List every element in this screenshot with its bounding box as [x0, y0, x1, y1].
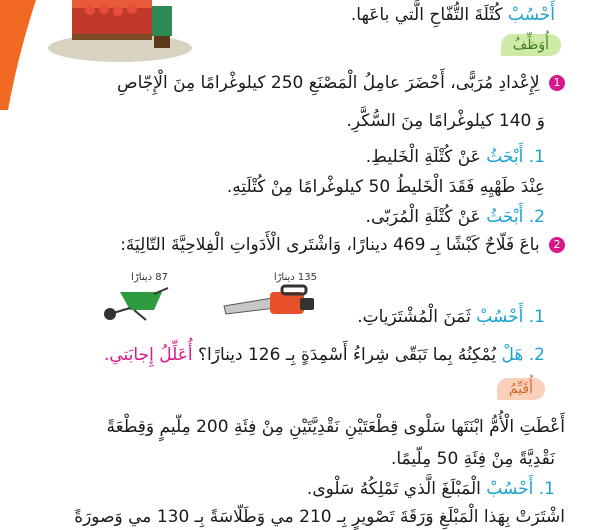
- section-label-apply: أُوَظِّفُ: [501, 34, 561, 56]
- exercise1-number-badge: 1: [549, 75, 565, 91]
- chainsaw-icon: [220, 284, 320, 320]
- exercise2-number-badge: 2: [549, 237, 565, 253]
- section-label-evaluate: أُقَيِّمُ: [497, 378, 545, 400]
- exercise2-question1: 1. أَحْسُبْ ثَمَنَ الْمُشْتَرَياتِ.: [357, 307, 545, 327]
- exercise1-line2: وَ 140 كيلوغْرامًا مِنَ السُّكَّرِ.: [346, 111, 545, 131]
- exercise3-line2: نَقْدِيَّةً مِنْ فِئَةِ 50 مِلّيمًا.: [390, 449, 555, 469]
- exercise3-line3: اشْتَرَتْ بِهَذا الْمَبْلَغِ وَرَقَةَ تَصْويرٍ بِـ 210 مي وَطَلّاسَةً بِـ 130 مي وَصورَةً: [74, 507, 565, 527]
- chainsaw-item: [220, 272, 325, 322]
- exercise2-line1: 2 باعَ فَلّاحٌ كَبْشًا بِـ 469 دينارًا، وَاشْتَرى الْأَدَواتِ الْفِلاحِيَّةَ التّالِيَةَ:: [120, 232, 565, 258]
- exercise1-question2: 2. أَبْحَثُ عَنْ كُتْلَةِ الْمُرَبّى.: [365, 207, 545, 227]
- exercise3-line1: أَعْطَتِ الْأُمُّ ابْنَتَها سَلْوى قِطْعَتَيْنِ نَقْدِيَّتَيْنِ مِنْ فِئَةِ 200 مِلّيمٍ وَقِطْعَةً: [106, 417, 565, 437]
- wheelbarrow-item: [100, 272, 170, 324]
- exercise1-note: عِنْدَ طَهْيِهِ فَقَدَ الْخَليطُ 50 كيلوغْرامًا مِنْ كُتْلَتِهِ.: [226, 177, 545, 197]
- chainsaw-price: 135 دينارًا: [273, 272, 317, 283]
- fruit-seller-illustration: [42, 0, 192, 62]
- exercise1-question1: 1. أَبْحَثُ عَنْ كُتْلَةِ الْخَليطِ.: [365, 147, 545, 167]
- exercise3-question1: 1. أَحْسُبْ الْمَبْلَغَ الَّذي تَمْلِكُهُ سَلْوى.: [306, 479, 555, 499]
- exercise1-line1: 1 لِإِعْدادِ مُرَبًّى، أَحْضَرَ عامِلُ الْمَصْنَعِ 250 كيلوغْرامًا مِنَ الْإِجّاصِ: [117, 70, 565, 96]
- top-instruction: أَحْسُبْ كُتْلَةَ التُّفّاحِ الَّتي باعَها.: [350, 5, 555, 25]
- wheelbarrow-price: 87 دينارًا: [131, 272, 168, 283]
- exercise2-question2: 2. هَلْ يُمْكِنُهُ بِما تَبَقّى شِراءُ أَسْمِدَةٍ بِـ 126 دينارًا؟ أُعَلِّلُ إِجابَتي.: [103, 345, 545, 365]
- wheelbarrow-icon: [100, 284, 170, 324]
